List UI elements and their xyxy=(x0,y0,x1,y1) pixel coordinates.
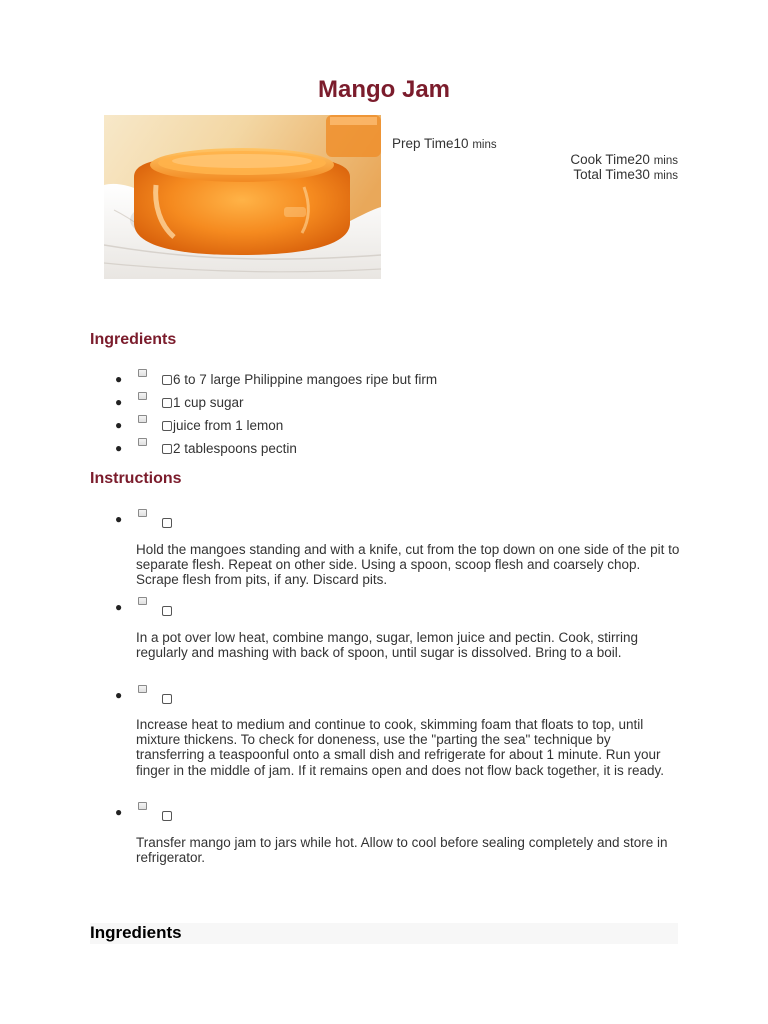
step-check-box-1[interactable] xyxy=(162,514,173,532)
instructions-heading: Instructions xyxy=(90,470,182,487)
step-checkbox-2[interactable] xyxy=(138,597,147,605)
ingredient-label-1: 6 to 7 large Philippine mangoes ripe but firm xyxy=(173,372,438,387)
ingredient-check-box-4[interactable] xyxy=(162,444,172,454)
step-text-4: Transfer mango jam to jars while hot. Allow to cool before sealing completely and store in refrigerator. xyxy=(136,835,668,866)
total-time-unit: mins xyxy=(653,170,678,182)
step-text-1: Hold the mangoes standing and with a knife, cut from the top down on one side of the pit to separate flesh. Repeat on other side. Using a spoon, scoop flesh and coarsely chop. Scrape flesh from pits, if any. Discard pits. xyxy=(136,542,680,588)
ingredients-heading: Ingredients xyxy=(90,331,177,348)
step-check-box-3[interactable] xyxy=(162,690,173,708)
total-time-label: Total Time xyxy=(573,167,635,182)
cook-time xyxy=(570,152,678,167)
step-checkbox-3[interactable] xyxy=(138,685,147,693)
ingredient-check-box-3[interactable] xyxy=(162,421,172,431)
step-checkbox-1[interactable] xyxy=(138,509,147,517)
cook-time-value: 20 xyxy=(634,152,650,167)
bullet: ● xyxy=(115,688,123,702)
bullet: ● xyxy=(115,395,123,409)
step-text-3: Increase heat to medium and continue to cook, skimming foam that floats to top, until mixture thickens. To check for doneness, use the "parting the sea" technique by transferring a teaspoonful onto a small dish and refrigerate for about 1 minute. Run your finger in the middle of jam. If it remains open and does not flow back together, it is ready. xyxy=(136,717,665,778)
step-text-2: In a pot over low heat, combine mango, sugar, lemon juice and pectin. Cook, stirring regularly and mashing with back of spoon, until sugar is dissolved. Bring to a boil. xyxy=(136,630,639,661)
ingredient-check-box-2[interactable] xyxy=(162,398,172,408)
total-time-value: 30 xyxy=(634,167,650,182)
ingredient-item-1 xyxy=(162,372,437,387)
ingredient-item-3 xyxy=(162,418,283,433)
ingredient-checkbox-2[interactable] xyxy=(138,392,147,400)
cook-time-label: Cook Time xyxy=(570,152,635,167)
bullet: ● xyxy=(115,805,123,819)
ingredient-checkbox-3[interactable] xyxy=(138,415,147,423)
ingredient-checkbox-1[interactable] xyxy=(138,369,147,377)
step-check-box-2[interactable] xyxy=(162,602,173,620)
prep-time-unit: mins xyxy=(472,139,497,151)
cook-time-unit: mins xyxy=(653,155,678,167)
ingredient-item-4 xyxy=(162,441,297,456)
prep-time xyxy=(392,136,497,151)
bullet: ● xyxy=(115,372,123,386)
bullet: ● xyxy=(115,418,123,432)
ingredient-label-3: juice from 1 lemon xyxy=(173,418,284,433)
prep-time-label: Prep Time xyxy=(392,136,454,151)
ingredient-item-2 xyxy=(162,395,244,410)
ingredient-label-2: 1 cup sugar xyxy=(173,395,244,410)
step-checkbox-4[interactable] xyxy=(138,802,147,810)
recipe-photo xyxy=(104,115,381,279)
total-time xyxy=(573,167,678,182)
prep-time-value: 10 xyxy=(453,136,469,151)
step-check-box-4[interactable] xyxy=(162,807,173,825)
bullet: ● xyxy=(115,441,123,455)
ingredient-check-box-1[interactable] xyxy=(162,375,172,385)
bullet: ● xyxy=(115,512,123,526)
recipe-title: Mango Jam xyxy=(317,76,451,103)
bullet: ● xyxy=(115,600,123,614)
ingredient-label-4: 2 tablespoons pectin xyxy=(173,441,297,456)
footer-ingredients-heading: Ingredients xyxy=(90,923,182,942)
ingredient-checkbox-4[interactable] xyxy=(138,438,147,446)
